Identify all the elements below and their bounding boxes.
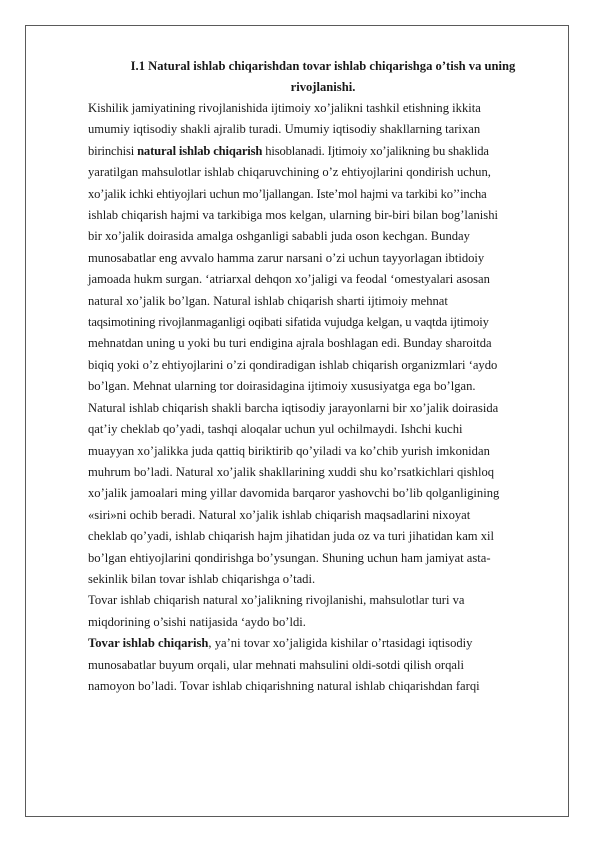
body-line: taqsimotining rivojlanmaganligi oqibati sifatida vujudga kelgan, u vaqtda ijtimoiy <box>88 315 489 330</box>
section-heading-line-1: I.1 Natural ishlab chiqarishdan tovar ishlab chiqarishga o’tish va uning <box>130 59 516 73</box>
document-content <box>88 56 548 697</box>
section-heading <box>88 56 548 98</box>
body-line: ishlab chiqarish hajmi va tarkibiga mos kelgan, ularning bir-biri bilan bog’lanishi <box>88 208 499 223</box>
body-line: mehnatdan uning u yoki bu turi endigina ajrala boshlagan edi. Bunday sharoitda <box>88 336 492 351</box>
body-line: yaratilgan mahsulotlar ishlab chiqaruvchining o’z ehtiyojlarini qondirish uchun, <box>88 165 491 180</box>
body-line: muhrum bo’ladi. Natural xo’jalik shakllarining xuddi shu ko’rsatkichlari qishloq <box>88 464 495 479</box>
body-line: miqdorining o’sishi natijasida ‘aydo bo’ldi. <box>88 614 306 629</box>
body-text-run: birinchisi <box>88 143 138 158</box>
body-line: xo’jalik jamoalari ming yillar davomida barqaror yashovchi bo’lib qolganligining <box>88 486 500 501</box>
body-text-run: , ya’ni tovar xo’jaligida kishilar o’rtasidagi iqtisodiy <box>208 636 473 651</box>
body-paragraphs <box>88 98 548 697</box>
body-line: qat’iy cheklab qo’yadi, tashqi aloqalar uchun yul ochilmaydi. Ishchi kuchi <box>88 422 463 437</box>
term-natural-production: natural ishlab chiqarish <box>137 143 263 158</box>
body-line: muayyan xo’jalikka juda qattiq biriktirib qo’yiladi va ko’chib yurish imkonidan <box>88 443 490 458</box>
body-line: umumiy iqtisodiy shakli ajralib turadi. Umumiy iqtisodiy shakllarning tarixan <box>88 122 481 137</box>
body-line: Natural ishlab chiqarish shakli barcha iqtisodiy jarayonlarni bir xo’jalik doirasida <box>88 400 499 415</box>
body-line: biqiq yoki o’z ehtiyojlarini o’zi qondiradigan ishlab chiqarish organizmlari ‘aydo <box>88 357 498 372</box>
body-line: jamoada hukm surgan. ‘atriarxal dehqon xo’jaligi va feodal ‘omestyalari asosan <box>88 272 490 287</box>
body-line <box>88 141 548 162</box>
body-line: bo’lgan ehtiyojlarini qondirishga bo’ysungan. Shuning uchun ham jamiyat asta- <box>88 550 491 565</box>
body-line: munosabatlar buyum orqali, ular mehnati mahsulini oldi-sotdi qilish orqali <box>88 657 465 672</box>
body-line: Tovar ishlab chiqarish natural xo’jalikning rivojlanishi, mahsulotlar turi va <box>88 593 465 608</box>
body-line: bo’lgan. Mehnat ularning tor doirasidagina ijtimoiy xususiyatga ega bo’lgan. <box>88 379 476 394</box>
body-line: namoyon bo’ladi. Tovar ishlab chiqarishning natural ishlab chiqarishdan farqi <box>88 678 480 693</box>
body-line: sekinlik bilan tovar ishlab chiqarishga o’tadi. <box>88 571 316 586</box>
body-line: natural xo’jalik bo’lgan. Natural ishlab chiqarish sharti ijtimoiy mehnat <box>88 293 448 308</box>
term-commodity-production: Tovar ishlab chiqarish <box>88 636 209 651</box>
body-line: munosabatlar eng avvalo hamma zarur narsani o’zi uchun tayyorlagan ibtidoiy <box>88 250 485 265</box>
body-text-run: hisoblanadi. Ijtimoiy xo’jalikning bu shaklida <box>262 143 489 158</box>
body-line: Kishilik jamiyatining rivojlanishida ijtimoiy xo’jalikni tashkil etishning ikkita <box>88 101 481 115</box>
body-line: cheklab qo’yadi, ishlab chiqarish hajm jihatidan juda oz va turi jihatidan kam xil <box>88 529 495 544</box>
body-line: bir xo’jalik doirasida amalga oshganligi sababli juda oson kechgan. Bunday <box>88 229 470 244</box>
body-line <box>88 633 548 654</box>
body-line: xo’jalik ichki ehtiyojlari uchun mo’ljallangan. Iste’mol hajmi va tarkibi ko’’incha <box>88 186 487 201</box>
body-line: «siri»ni ochib beradi. Natural xo’jalik ishlab chiqarish maqsadlarini nixoyat <box>88 507 471 522</box>
section-heading-line-2: rivojlanishi. <box>290 80 356 94</box>
